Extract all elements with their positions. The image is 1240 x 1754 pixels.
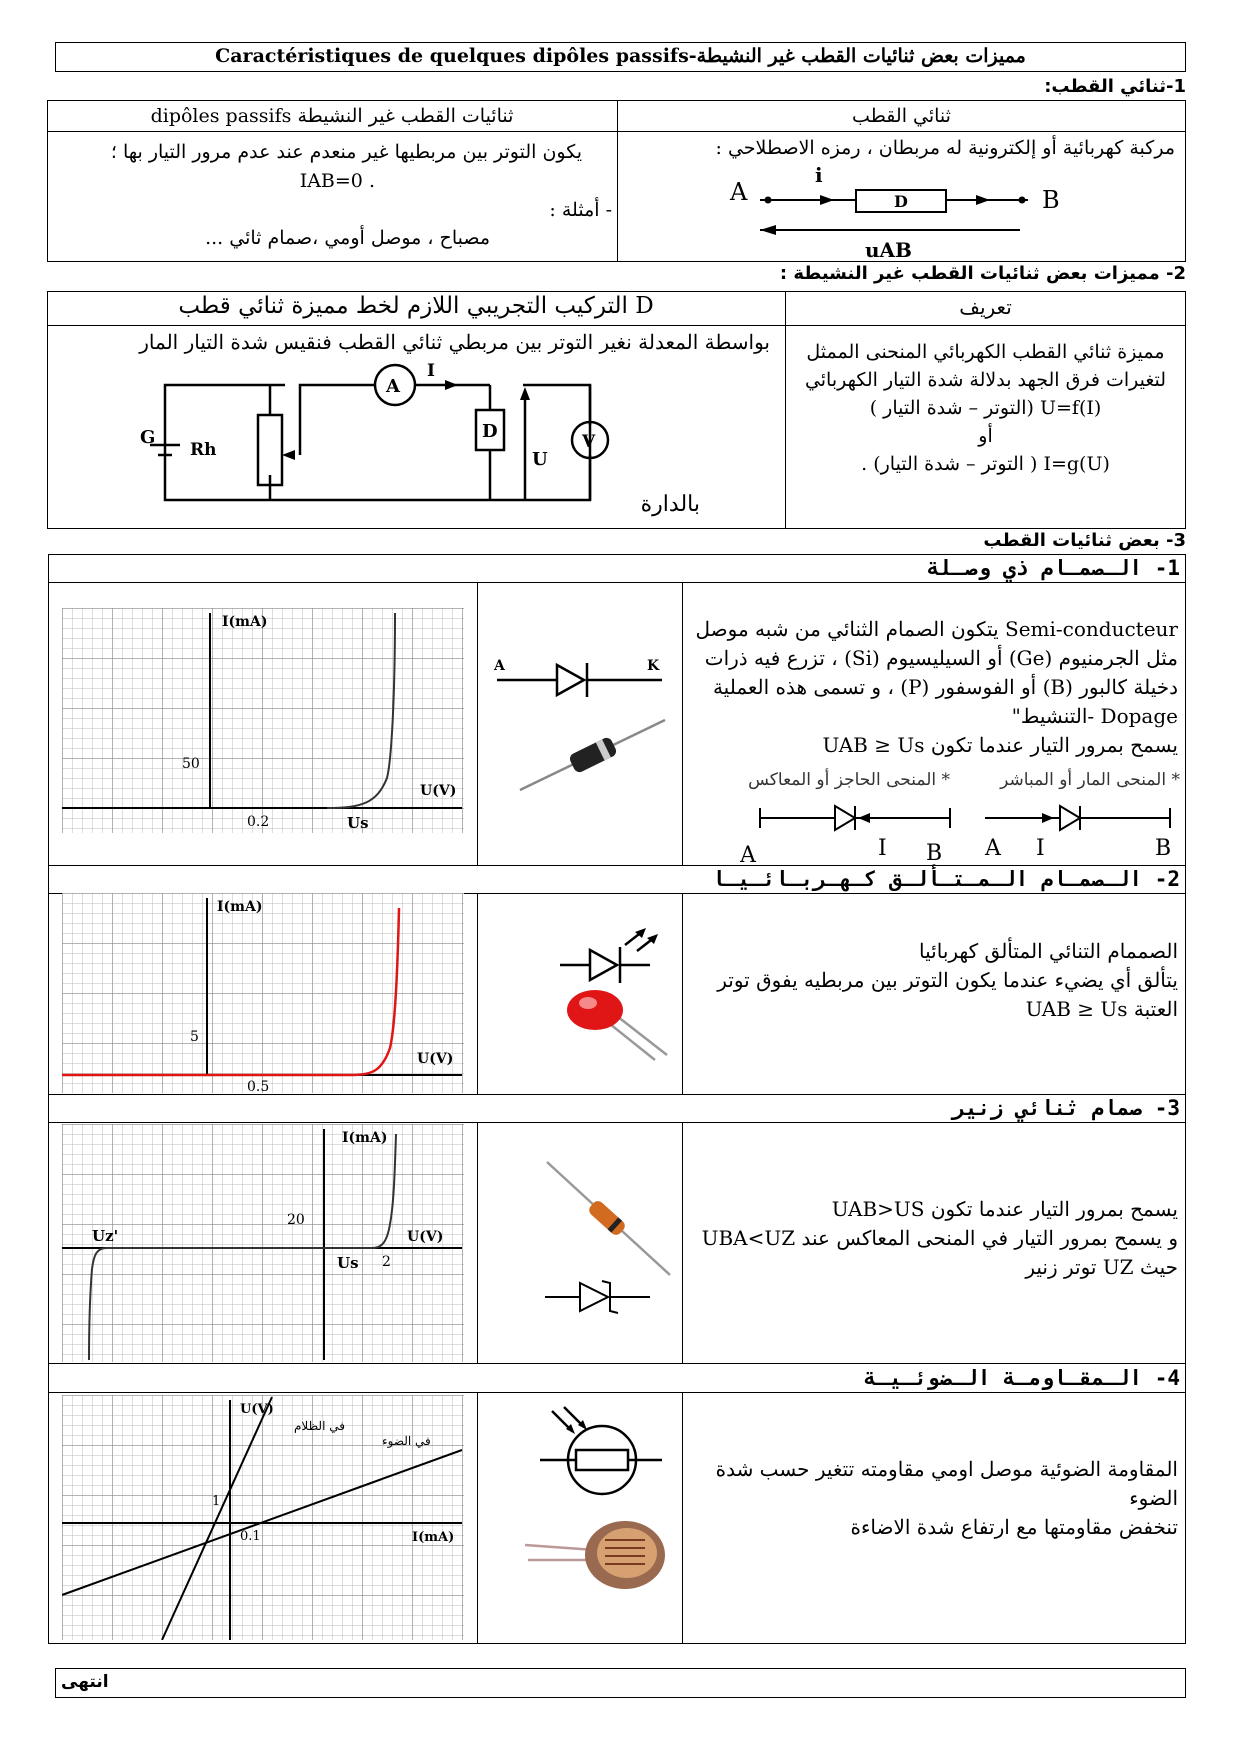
characteristic-definition — [795, 338, 1176, 478]
photoresistor-photo — [520, 1505, 670, 1605]
anode-label: A — [494, 658, 505, 674]
led-graph — [62, 893, 464, 1093]
circuit-u-label: U — [532, 449, 548, 470]
graph2-xtick: 0.5 — [247, 1079, 270, 1093]
graph2-ytick: 5 — [190, 1029, 199, 1045]
description-line: يتألق أي يضيء عندما يكون التوتر بين مربطيه يفوق توتر — [717, 968, 1178, 992]
experiment-description: بواسطة المعدلة نغير التوتر بين مربطي ثنائي القطب فنقيس شدة التيار المار — [139, 330, 770, 354]
description-line: دخيلة كالبور (B) أو الفوسفور (P) ، و تسمى هذه العملية — [712, 675, 1178, 699]
graph1-ytick: 50 — [182, 756, 200, 772]
led-title: 2- الـصمـام الـمـتـألـق كـهـربـائـيـا — [712, 867, 1180, 891]
graph4-dark-label: في الظلام — [294, 1419, 345, 1433]
definition-line: أو — [978, 425, 993, 447]
graph4-ylabel: U(V) — [240, 1402, 274, 1417]
diagram-b2-label: B — [1155, 836, 1172, 861]
symbol-a-label: A — [730, 178, 748, 206]
section1-header-left: dipôles passifs ثنائيات القطب غير النشيطة — [150, 105, 514, 127]
section3-heading: 3- بعض ثنائيات القطب — [983, 530, 1186, 551]
description-line: حيث UZ توتر زنير — [1025, 1255, 1178, 1279]
graph1-ylabel: I(mA) — [222, 614, 268, 630]
graph1-xtick: 0.2 — [247, 814, 270, 830]
zener-description — [692, 1195, 1178, 1282]
definition-line: مميزة ثنائي القطب الكهربائي المنحنى الممثل — [806, 341, 1165, 363]
graph4-xlabel: I(mA) — [412, 1530, 455, 1545]
zener-symbol — [540, 1275, 670, 1320]
led-photo — [555, 985, 680, 1065]
document-title: Caractéristiques de quelques dipôles passifs-مميزات بعض ثنائيات القطب غير النشيطة — [55, 42, 1186, 72]
voltmeter-label: V — [582, 432, 596, 452]
definition-line: لتغيرات فرق الجهد بدلالة شدة التيار الكهربائي — [804, 369, 1167, 391]
measurement-circuit — [130, 355, 630, 515]
symbol-uab-label: uAB — [865, 238, 912, 262]
section2-heading: 2- مميزات بعض ثنائيات القطب غير النشيطة : — [779, 263, 1186, 284]
description-line: العتبة UAB ≥ Us — [1025, 997, 1178, 1021]
dipole-symbol — [720, 162, 1080, 262]
description-line: و يسمح بمرور التيار في المنحى المعاكس عند UBA<UZ — [701, 1226, 1178, 1250]
junction-diode-title: 1- الـصمـام ذي وصـلة — [927, 556, 1180, 580]
examples-label: - أمثلة : — [549, 199, 612, 221]
definition-line: . (التوتر – شدة التيار ) I=g(U) — [861, 453, 1110, 475]
section1-heading: 1-ثنائي القطب: — [1044, 76, 1186, 97]
zener-photo — [545, 1160, 675, 1280]
diagram-i2-label: I — [1036, 836, 1045, 861]
graph1-xlabel: U(V) — [420, 783, 457, 799]
diode-direction-diagrams — [740, 800, 1180, 865]
ammeter-label: A — [386, 376, 400, 397]
junction-diode-description — [692, 615, 1178, 760]
graph3-xtick: 2 — [382, 1254, 391, 1270]
graph2-xlabel: U(V) — [417, 1051, 454, 1067]
symbol-d-label: D — [894, 192, 908, 211]
graph4-xtick: 0.1 — [240, 1529, 261, 1544]
section2-header-right: تعريف — [959, 295, 1012, 319]
zener-title: 3- صمام ثنائي زنير — [952, 1096, 1180, 1120]
circuit-i-label: I — [427, 361, 435, 381]
description-line: تنخفض مقاومتها مع ارتفاع شدة الاضاءة — [850, 1515, 1178, 1539]
section1-header-right: ثنائي القطب — [852, 105, 951, 127]
direct-direction-label: * المنحى المار أو المباشر — [1000, 770, 1180, 790]
graph3-ylabel: I(mA) — [342, 1130, 388, 1146]
footer-text: انتهى — [61, 1672, 109, 1692]
symbol-i-label: i — [815, 163, 823, 187]
graph3-uz-label: Uz' — [92, 1227, 119, 1245]
led-description — [692, 937, 1178, 1024]
junction-diode-graph — [62, 608, 464, 833]
graph2-ylabel: I(mA) — [217, 899, 263, 915]
graph3-xlabel: U(V) — [407, 1229, 444, 1245]
graph3-us-label: Us — [337, 1254, 359, 1272]
photoresistor-graph — [62, 1395, 464, 1640]
diagram-a2-label: A — [985, 836, 1001, 861]
photoresistor-title: 4- الـمقـاومـة الـضوئـيـة — [863, 1366, 1180, 1390]
circuit-d-label: D — [482, 421, 498, 442]
diode-symbol — [492, 655, 672, 705]
description-line: Semi-conducteur يتكون الصمام الثنائي من شبه موصل — [695, 617, 1178, 641]
examples-list: مصباح ، موصل أومي ،صمام ثائي ... — [205, 227, 490, 249]
diode-photo — [515, 715, 670, 795]
graph3-ytick: 20 — [287, 1212, 305, 1228]
diagram-i1-label: I — [878, 836, 887, 861]
cathode-label: K — [647, 658, 660, 674]
passive-dipole-formula: . IAB=0 — [299, 170, 375, 192]
zener-graph — [62, 1124, 464, 1362]
circuit-rh-label: Rh — [190, 440, 217, 460]
footer-end — [55, 1668, 1186, 1698]
description-line: مثل الجرمنيوم (Ge) أو السيليسيوم (Si) ، تزرع فيه ذرات — [704, 646, 1178, 670]
dipole-definition: مركبة كهربائية أو إلكترونية له مربطان ، رمزه الاصطلاحي : — [715, 137, 1175, 159]
definition-line: ( التوتر – شدة التيار) U=f(I) — [869, 397, 1102, 419]
circuit-g-label: G — [140, 427, 156, 448]
passive-dipole-property: يكون التوتر بين مربطيها غير منعدم عند عدم مرور التيار بها ؛ — [110, 141, 582, 163]
symbol-b-label: B — [1042, 186, 1060, 214]
reverse-direction-label: * المنحى الحاجز أو المعاكس — [748, 770, 950, 790]
description-line: الضوء — [1129, 1486, 1178, 1510]
description-line: يسمح بمرور التيار عندما تكون UAB>US — [831, 1197, 1178, 1221]
diagram-a1-label: A — [740, 843, 756, 865]
description-line: يسمح بمرور التيار عندما تكون UAB ≥ Us — [822, 733, 1178, 757]
graph4-light-label: في الضوء — [382, 1434, 431, 1448]
diagram-b1-label: B — [926, 841, 943, 865]
description-line: Dopage -التنشيط" — [1011, 704, 1178, 728]
description-line: الصممام التنائي المتألق كهربائيا — [919, 939, 1178, 963]
photoresistor-symbol — [530, 1405, 670, 1500]
experiment-description-end: بالدارة — [640, 492, 700, 517]
graph1-us-label: Us — [347, 814, 369, 832]
section2-header-left: التركيب التجريبي اللازم لخط مميزة ثنائي قطب D — [178, 293, 654, 319]
description-line: المقاومة الضوئية موصل اومي مقاومته تتغير حسب شدة — [715, 1457, 1178, 1481]
graph4-ytick: 1 — [212, 1494, 221, 1509]
photoresistor-description — [692, 1455, 1178, 1542]
